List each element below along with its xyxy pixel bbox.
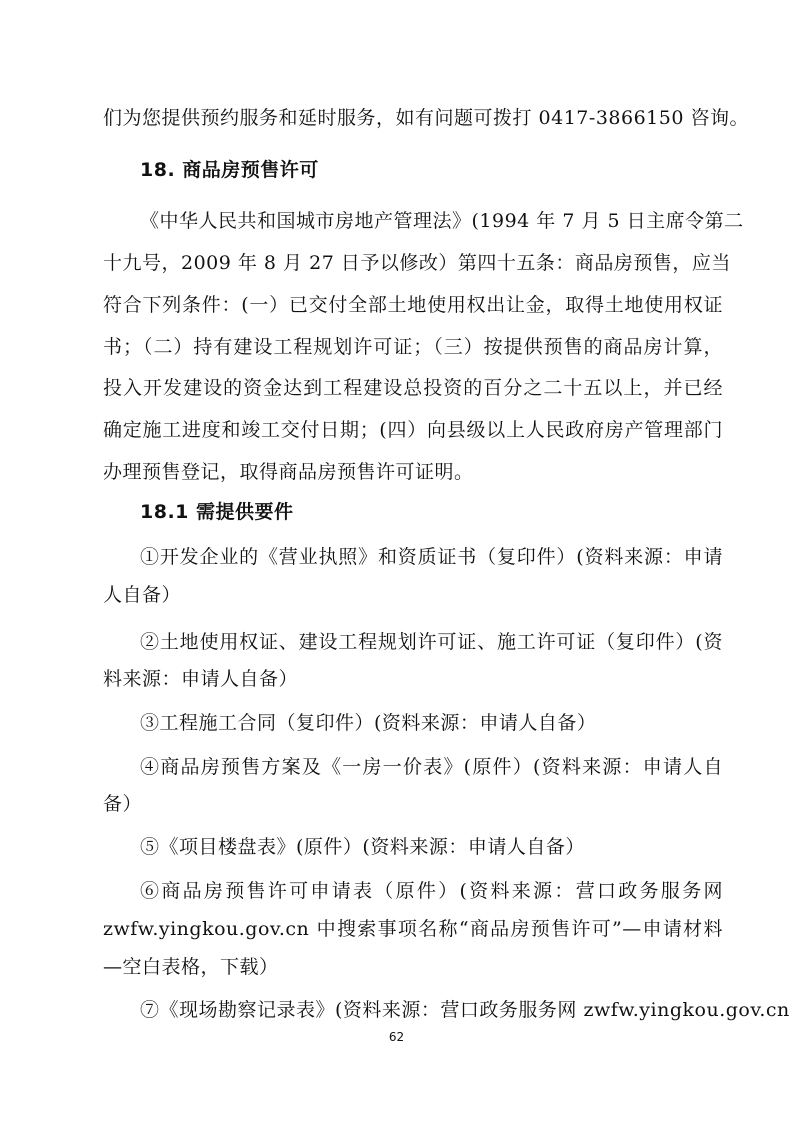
paragraph-line: 书；（二）持有建设工程规划许可证；（三）按提供预售的商品房计算，	[103, 336, 723, 358]
list-item-line: ②土地使用权证、建设工程规划许可证、施工许可证（复印件）(资	[140, 631, 723, 653]
paragraph-line: 办理预售登记，取得商品房预售许可证明。	[103, 461, 474, 483]
list-item-line: ⑥商品房预售许可申请表（原件）(资料来源：营口政务服务网	[140, 880, 723, 902]
list-item-line: —空白表格，下载）	[103, 956, 279, 978]
paragraph-line: 十九号，2009 年 8 月 27 日予以修改）第四十五条：商品房预售，应当	[103, 252, 731, 274]
list-item-line: ③工程施工合同（复印件）(资料来源：申请人自备）	[140, 712, 597, 734]
paragraph-line: 们为您提供预约服务和延时服务，如有问题可拨打 0417-3866150 咨询。	[103, 107, 749, 129]
page-number: 62	[388, 1030, 405, 1044]
list-item-line: 料来源：申请人自备）	[103, 668, 299, 690]
list-item-line: ④商品房预售方案及《一房一价表》(原件）(资料来源：申请人自	[140, 756, 723, 778]
list-item-line: ①开发企业的《营业执照》和资质证书（复印件）(资料来源：申请	[140, 546, 723, 568]
list-item-line: ⑦《现场勘察记录表》(资料来源：营口政务服务网 zwfw.yingkou.gov.cn	[140, 999, 790, 1021]
list-item-line: ⑤《项目楼盘表》(原件）(资料来源：申请人自备）	[140, 836, 585, 858]
list-item-line: 人自备）	[103, 584, 182, 606]
paragraph-line: 确定施工进度和竣工交付日期；(四）向县级以上人民政府房产管理部门	[103, 419, 723, 441]
section-heading-18: 18. 商品房预售许可	[140, 159, 319, 181]
paragraph-line: 符合下列条件：(一）已交付全部土地使用权出让金，取得土地使用权证	[103, 294, 723, 316]
paragraph-line: 《中华人民共和国城市房地产管理法》(1994 年 7 月 5 日主席令第二	[140, 210, 744, 232]
paragraph-line: 投入开发建设的资金达到工程建设总投资的百分之二十五以上，并已经	[103, 377, 723, 399]
list-item-line: zwfw.yingkou.gov.cn 中搜索事项名称“商品房预售许可”—申请材料	[103, 918, 723, 940]
section-heading-18-1: 18.1 需提供要件	[140, 501, 294, 523]
list-item-line: 备）	[103, 793, 143, 815]
